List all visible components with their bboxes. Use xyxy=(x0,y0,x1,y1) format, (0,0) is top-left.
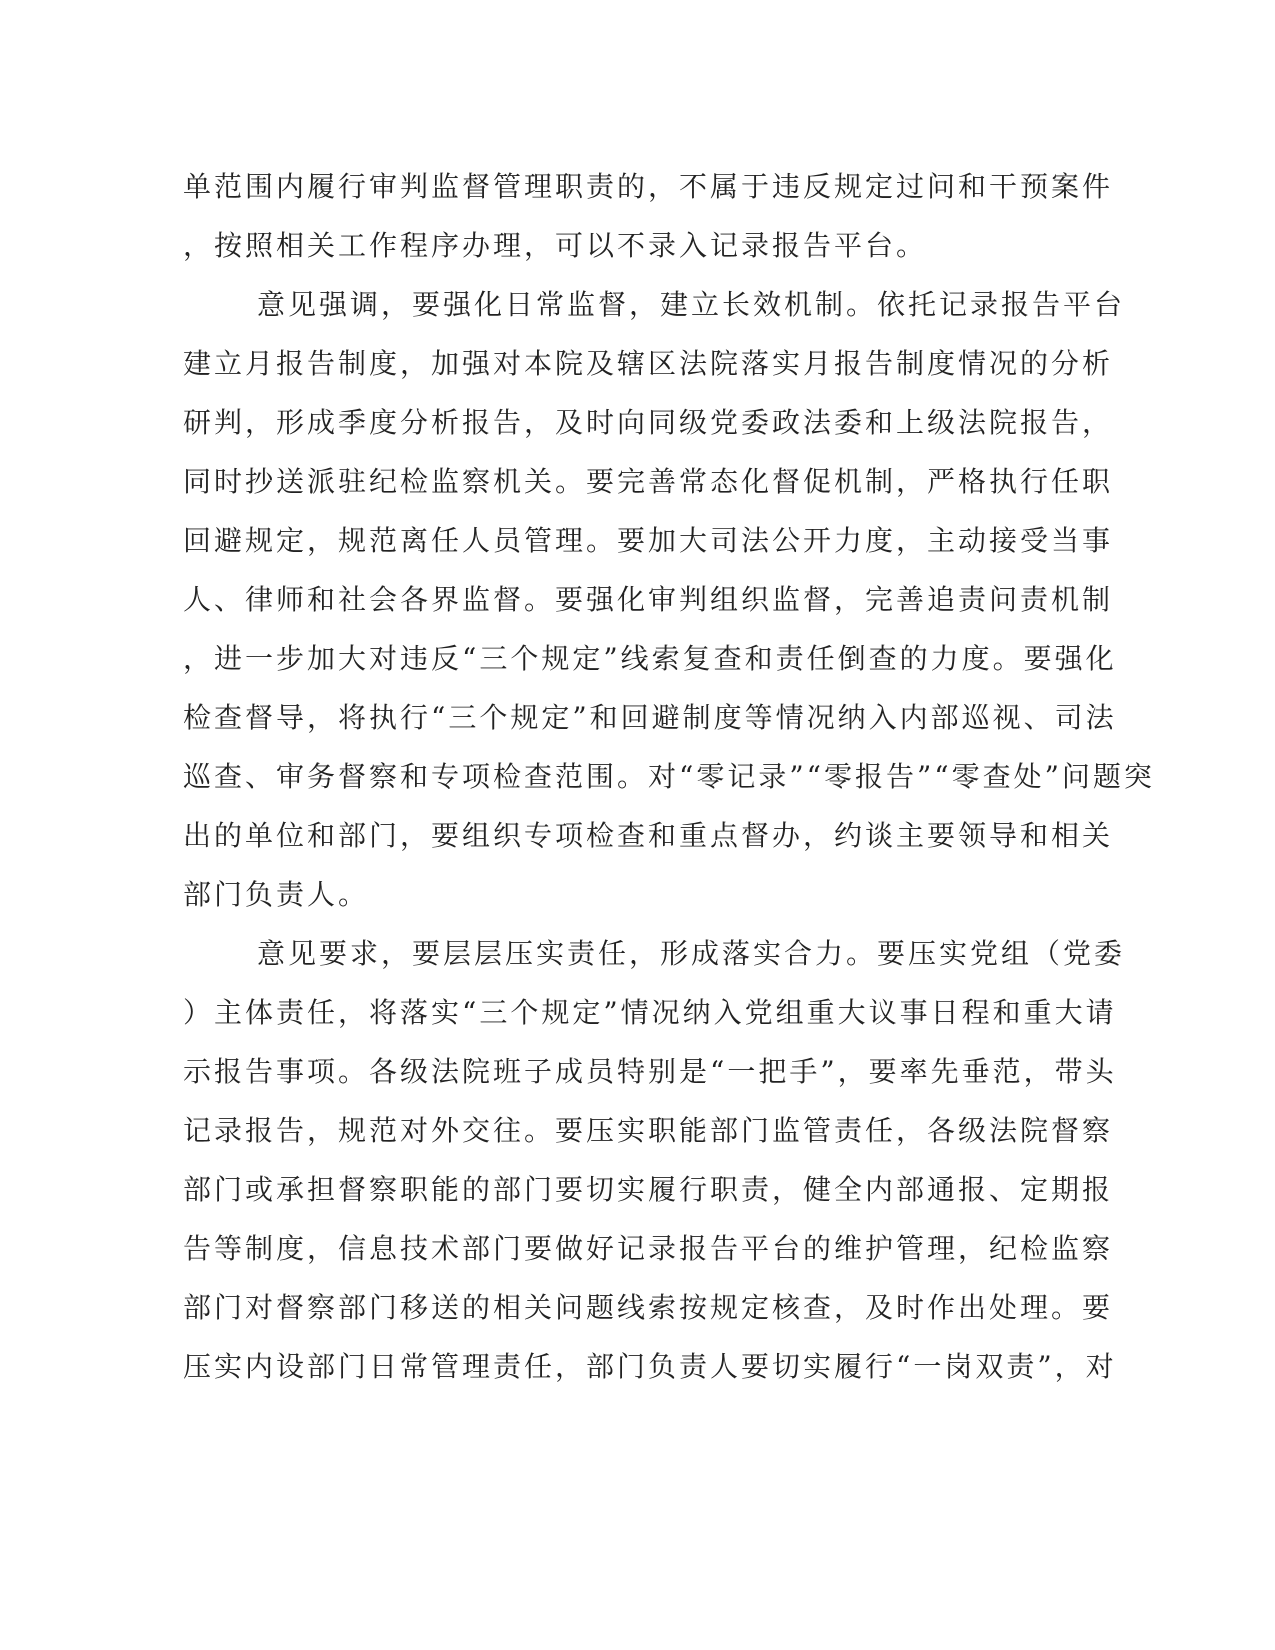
text-line: 人、律师和社会各界监督。要强化审判组织监督，完善追责问责机制 xyxy=(183,583,1114,616)
text-line: 告等制度，信息技术部门要做好记录报告平台的维护管理，纪检监察 xyxy=(183,1232,1114,1265)
text-line: 示报告事项。各级法院班子成员特别是“一把手”，要率先垂范，带头 xyxy=(183,1055,1117,1088)
text-line: ，进一步加大对违反“三个规定”线索复查和责任倒查的力度。要强化 xyxy=(183,642,1117,675)
text-line: 记录报告，规范对外交往。要压实职能部门监管责任，各级法院督察 xyxy=(183,1114,1114,1147)
text-line: 出的单位和部门，要组织专项检查和重点督办，约谈主要领导和相关 xyxy=(183,819,1114,852)
text-line: 建立月报告制度，加强对本院及辖区法院落实月报告制度情况的分析 xyxy=(183,347,1114,380)
text-line: 回避规定，规范离任人员管理。要加大司法公开力度，主动接受当事 xyxy=(183,524,1114,557)
text-line: 部门负责人。 xyxy=(183,878,370,911)
paragraph-start-line: 意见要求，要层层压实责任，形成落实合力。要压实党组（党委 xyxy=(257,937,1126,970)
text-line: 检查督导，将执行“三个规定”和回避制度等情况纳入内部巡视、司法 xyxy=(183,701,1117,734)
text-line: 单范围内履行审判监督管理职责的，不属于违反规定过问和干预案件 xyxy=(183,170,1114,203)
text-line: 同时抄送派驻纪检监察机关。要完善常态化督促机制，严格执行任职 xyxy=(183,465,1114,498)
text-line: 部门或承担督察职能的部门要切实履行职责，健全内部通报、定期报 xyxy=(183,1173,1114,1206)
text-line: 研判，形成季度分析报告，及时向同级党委政法委和上级法院报告， xyxy=(183,406,1114,439)
text-line: 部门对督察部门移送的相关问题线索按规定核查，及时作出处理。要 xyxy=(183,1291,1114,1324)
body-text xyxy=(183,157,1155,1396)
text-line: ，按照相关工作程序办理，可以不录入记录报告平台。 xyxy=(183,229,928,262)
text-line: 压实内设部门日常管理责任，部门负责人要切实履行“一岗双责”，对 xyxy=(183,1350,1117,1383)
text-line: 巡查、审务督察和专项检查范围。对“零记录”“零报告”“零查处”问题突 xyxy=(183,760,1155,793)
paragraph-start-line: 意见强调，要强化日常监督，建立长效机制。依托记录报告平台 xyxy=(257,288,1126,321)
text-line: ）主体责任，将落实“三个规定”情况纳入党组重大议事日程和重大请 xyxy=(183,996,1117,1029)
